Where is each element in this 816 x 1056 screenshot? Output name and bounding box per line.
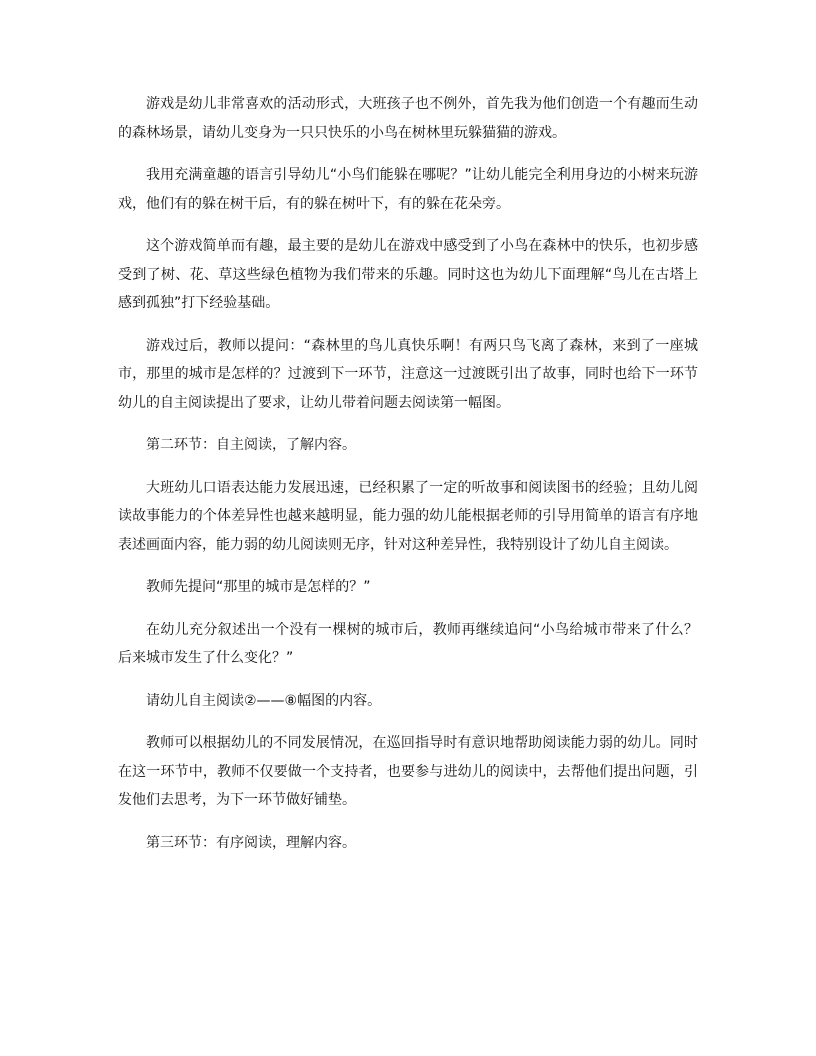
paragraph-transition: 游戏过后，教师以提问：“森林里的鸟儿真快乐啊！有两只鸟飞离了森林，来到了一座城市，那里的城市是怎样的？过渡到下一环节，注意这一过渡既引出了故事，同时也给下一环节幼儿的自主阅读提出了要求，让幼儿带着问题去阅读第一幅图。 — [118, 337, 698, 411]
paragraph-game-intro: 游戏是幼儿非常喜欢的活动形式，大班孩子也不例外，首先我为他们创造一个有趣而生动的森林场景，请幼儿变身为一只只快乐的小鸟在树林里玩躲猫猫的游戏。 — [118, 96, 698, 141]
paragraph-language-guide: 我用充满童趣的语言引导幼儿“小鸟们能躲在哪呢？”让幼儿能完全利用身边的小树来玩游戏，他们有的躲在树干后，有的躲在树叶下，有的躲在花朵旁。 — [118, 167, 698, 212]
paragraph-teacher-guidance: 教师可以根据幼儿的不同发展情况，在巡回指导时有意识地帮助阅读能力弱的幼儿。同时在这一环节中，教师不仅要做一个支持者，也要参与进幼儿的阅读中，去帮他们提出问题，引发他们去思考，为下一环节做好铺垫。 — [118, 735, 698, 808]
paragraph-follow-up-question: 在幼儿充分叙述出一个没有一棵树的城市后，教师再继续追问“小鸟给城市带来了什么？后来城市发生了什么变化？” — [118, 621, 698, 666]
paragraph-ability-differences: 大班幼儿口语表达能力发展迅速，已经积累了一定的听故事和阅读图书的经验；且幼儿阅读故事能力的个体差异性也越来越明显，能力强的幼儿能根据老师的引导用简单的语言有序地表述画面内容，能力弱的幼儿阅读则无序，针对这种差异性，我特别设计了幼儿自主阅读。 — [118, 479, 698, 553]
paragraph-teacher-question: 教师先提问“那里的城市是怎样的？” — [146, 579, 371, 595]
document-page — [118, 90, 698, 871]
section-heading-3: 第三环节：有序阅读，理解内容。 — [146, 834, 356, 851]
paragraph-game-summary: 这个游戏简单而有趣，最主要的是幼儿在游戏中感受到了小鸟在森林中的快乐，也初步感受到了树、花、草这些绿色植物为我们带来的乐趣。同时这也为幼儿下面理解“鸟儿在古塔上感到孤独”打下经验基础。 — [118, 238, 698, 311]
paragraph-self-reading: 请幼儿自主阅读②——⑧幅图的内容。 — [146, 692, 382, 709]
section-heading-2: 第二环节：自主阅读，了解内容。 — [146, 437, 356, 453]
